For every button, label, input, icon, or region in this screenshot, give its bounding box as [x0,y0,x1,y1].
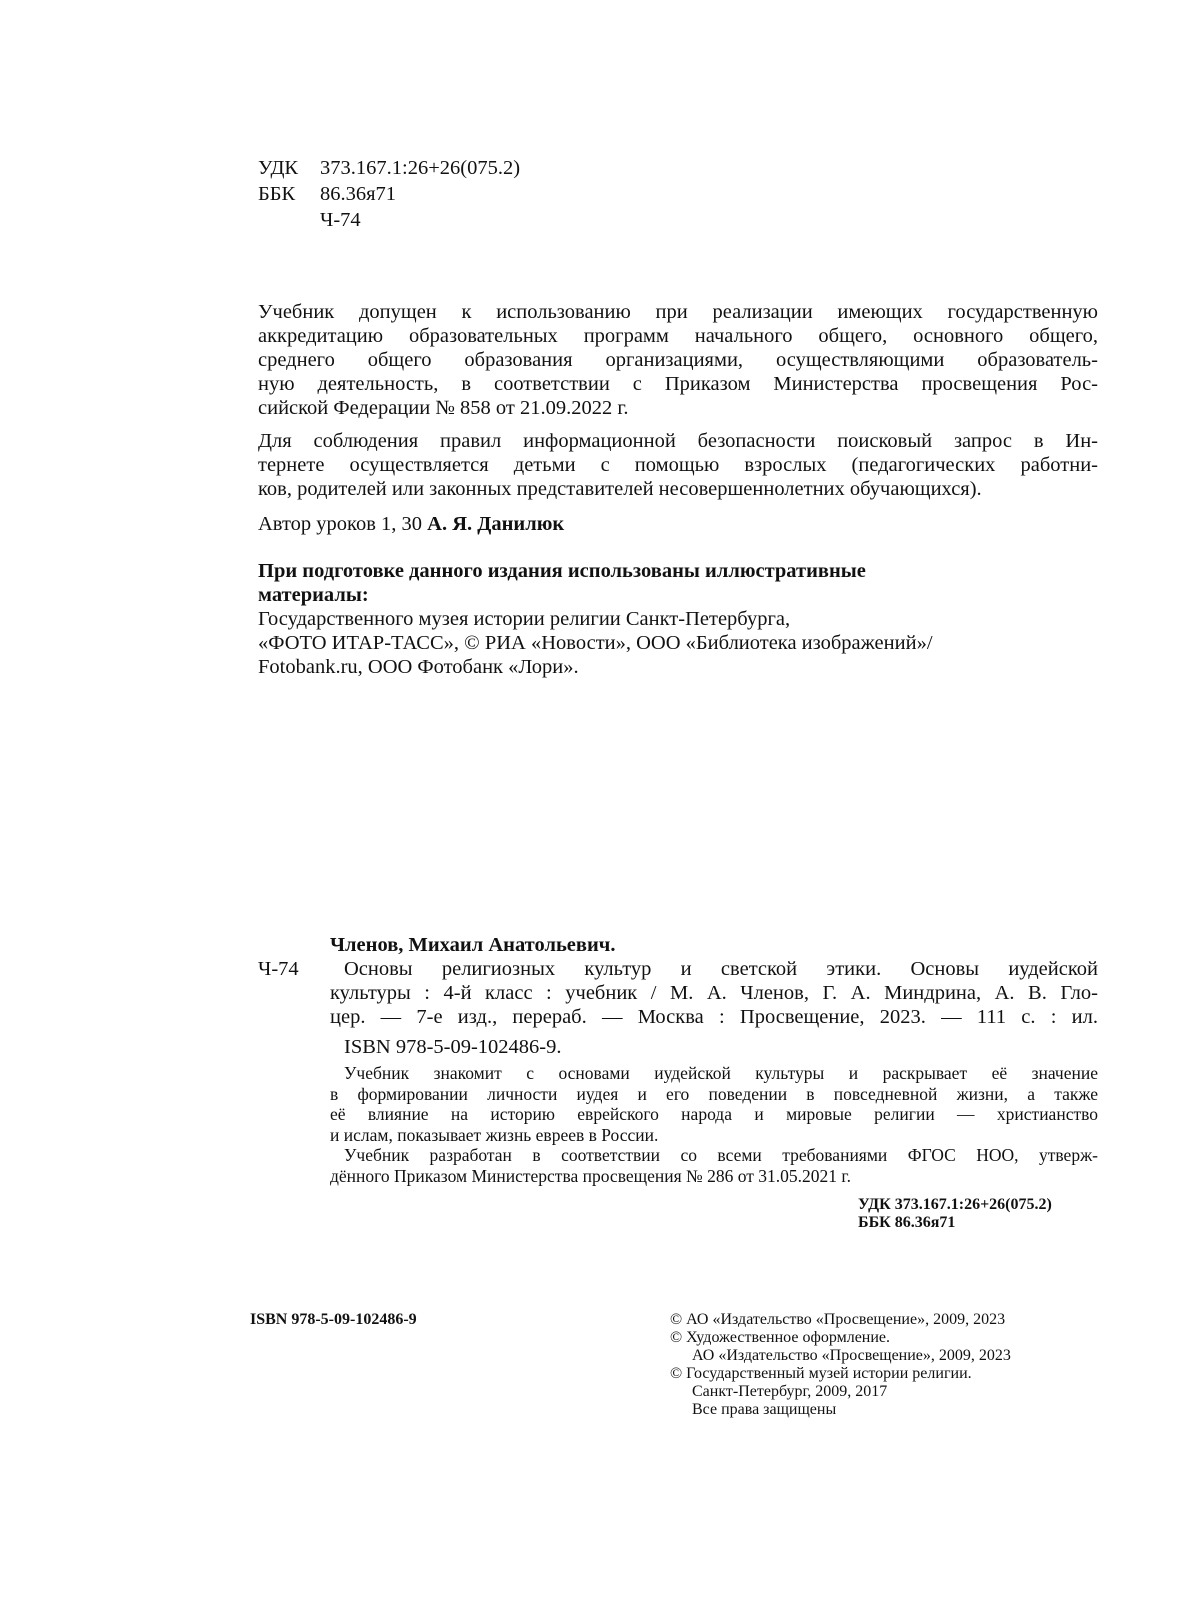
udk-row [258,155,520,181]
safety-line: тернете осуществляется детьми с помощью взрослых (педагогических работни- [258,454,1098,476]
catalog-isbn: ISBN 978-5-09-102486-9. [344,1036,562,1058]
lessons-author [258,512,564,536]
standard-line: дённого Приказом Министерства просвещения № 286 от 31.05.2021 г. [330,1165,851,1186]
materials-block [258,559,1098,679]
safety-paragraph [258,429,1098,501]
materials-line: «ФОТО ИТАР-ТАСС», © РИА «Новости», ООО «Библиотека изображений»/ [258,632,933,654]
catalog-desc-line: культуры : 4-й класс : учебник / М. А. Членов, Г. А. Миндрина, А. В. Гло- [330,982,1098,1004]
materials-line: Fotobank.ru, ООО Фотобанк «Лори». [258,656,579,678]
udk-label: УДК [258,157,299,179]
materials-line: Государственного музея истории религии Санкт-Петербурга, [258,608,791,630]
copyright-line: АО «Издательство «Просвещение», 2009, 2023 [692,1347,1011,1364]
copyright-line: © АО «Издательство «Просвещение», 2009, 2023 [670,1311,1006,1328]
bbk-label: ББК [258,183,296,205]
catalog-udk: УДК 373.167.1:26+26(075.2) [858,1196,1052,1213]
footer-isbn: ISBN 978-5-09-102486-9 [250,1311,417,1328]
catalog-index-block [858,1196,1052,1232]
lessons-author-name: А. Я. Данилюк [427,513,565,535]
approval-line: аккредитацию образовательных программ начального общего, основного общего, [258,325,1098,347]
bbk-row [258,181,520,207]
materials-heading-cont: материалы: [258,584,369,606]
safety-line: ков, родителей или законных представителей несовершеннолетних обучающихся). [258,478,982,500]
catalog-description [330,957,1098,1059]
author-mark: Ч-74 [320,209,361,231]
standard-line: Учебник разработан в соответствии со всеми требованиями ФГОС НОО, утверж- [344,1145,1098,1165]
annotation-line: Учебник знакомит с основами иудейской культуры и раскрывает её значение [344,1063,1098,1083]
bbk-value: 86.36я71 [320,183,397,205]
copyright-line: © Государственный музей истории религии. [670,1365,972,1382]
materials-heading: При подготовке данного издания использованы иллюстративные [258,560,866,582]
approval-line: среднего общего образования организациями, осуществляющими образователь- [258,349,1098,371]
copyright-line: Все права защищены [692,1401,837,1418]
safety-line: Для соблюдения правил информационной безопасности поисковый запрос в Ин- [258,430,1098,452]
catalog-desc-line: цер. — 7-е изд., перераб. — Москва : Просвещение, 2023. — 111 с. : ил. [330,1006,1098,1028]
catalog-annotation [330,1063,1098,1186]
catalog-author-heading: Членов, Михаил Анатольевич. [330,934,616,956]
copyright-line: © Художественное оформление. [670,1329,891,1346]
approval-line: ную деятельность, в соответствии с Приказом Министерства просвещения Рос- [258,373,1098,395]
catalog-mark: Ч-74 [258,958,299,980]
udk-value: 373.167.1:26+26(075.2) [320,157,521,179]
copyright-line: Санкт-Петербург, 2009, 2017 [692,1383,888,1400]
approval-paragraph [258,300,1098,420]
approval-line: сийской Федерации № 858 от 21.09.2022 г. [258,397,629,419]
annotation-line: её влияние на историю еврейского народа и мировые религии — христианство [330,1104,1098,1124]
catalog-desc-line: Основы религиозных культур и светской этики. Основы иудейской [344,958,1098,980]
footer-copyright [670,1311,1098,1419]
catalog-bbk: ББК 86.36я71 [858,1214,956,1231]
approval-line: Учебник допущен к использованию при реализации имеющих государственную [258,301,1098,323]
lessons-author-prefix: Автор уроков 1, 30 [258,513,423,535]
classification-block [258,155,520,233]
annotation-line: и ислам, показывает жизнь евреев в России. [330,1124,659,1145]
annotation-line: в формировании личности иудея и его поведении в повседневной жизни, а также [330,1083,1098,1104]
